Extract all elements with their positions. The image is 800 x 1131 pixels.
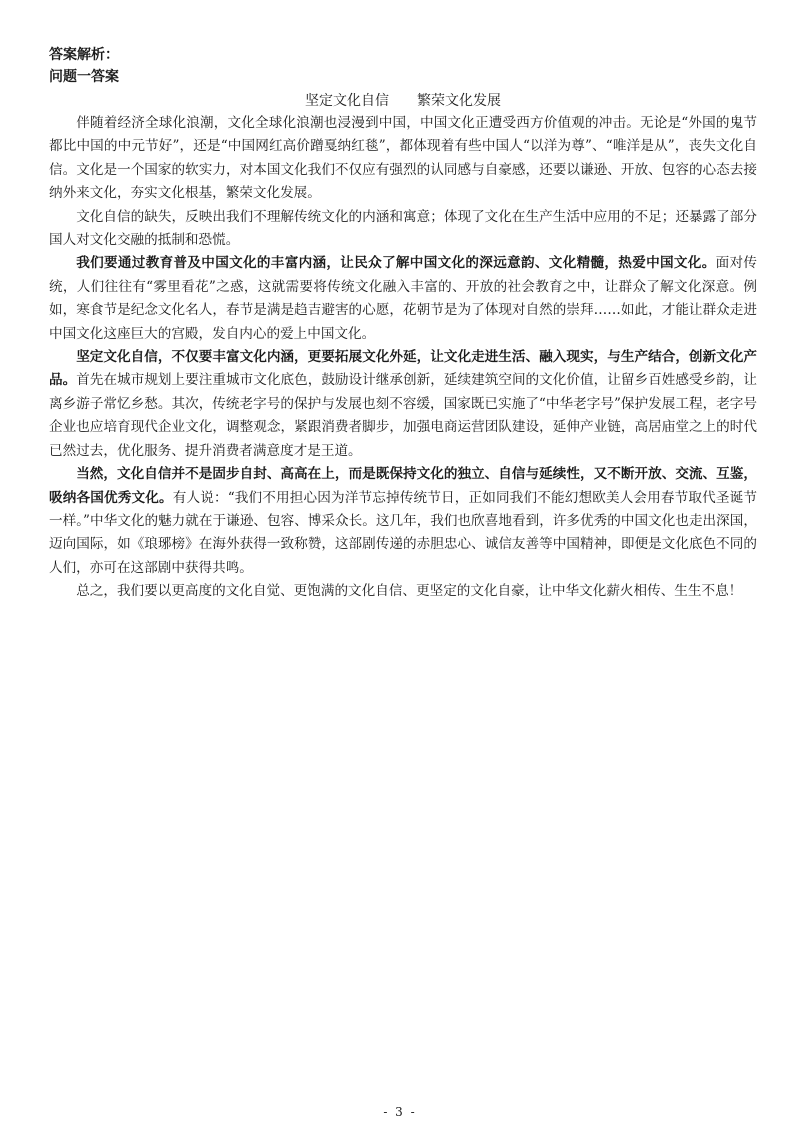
paragraph-text: 面对传统，人们往往有“雾里看花”之惑，这就需要将传统文化融入丰富的、开放的社会教育之中，让群众了解文化深意。例如，寒食节是纪念文化名人，春节是满是趋吉避害的心愿，花朝节是为了体现对自然的崇拜……如此，才能让群众走进中国文化这座巨大的宫殿，发自内心的爱上中国文化。 <box>49 255 758 342</box>
paragraph-2 <box>49 206 757 253</box>
essay-title-left: 坚定文化自信 <box>305 93 389 109</box>
paragraph-6 <box>49 580 757 603</box>
question-one-heading: 问题一答案 <box>49 69 119 85</box>
paragraph-text: 有人说：“我们不用担心因为洋节忘掉传统节日，正如同我们不能幻想欧美人会用春节取代圣诞节一样。”中华文化的魅力就在于谦逊、包容、博采众长。这几年，我们也欣喜地看到，许多优秀的中国文化也走出深国，迈向国际，如《琅琊榜》在海外获得一致称赞，这部剧传递的赤胆忠心、诚信友善等中国精神，即便是文化底色不同的人们，亦可在这部剧中获得共鸣。 <box>49 489 757 576</box>
paragraph-1 <box>49 112 757 206</box>
paragraph-3 <box>49 252 757 346</box>
paragraph-4 <box>49 346 757 463</box>
paragraph-text: 伴随着经济全球化浪潮，文化全球化浪潮也浸漫到中国，中国文化正遭受西方价值观的冲击。无论是“外国的鬼节都比中国的中元节好”，还是“中国网红高价蹭戛纳红毯”，都体现着有些中国人“以洋为尊”、“唯洋是从”，丧失文化自信。文化是一个国家的软实力，对本国文化我们不仅应有强烈的认同感与自豪感，还要以谦逊、开放、包容的心态去接纳外来文化，夯实文化根基，繁荣文化发展。 <box>49 115 757 202</box>
essay-title-right: 繁荣文化发展 <box>417 93 501 109</box>
paragraph-text: 首先在城市规划上要注重城市文化底色，鼓励设计继承创新，延续建筑空间的文化价值，让留乡百姓感受乡韵，让离乡游子常忆乡愁。其次，传统老字号的保护与发展也刻不容缓，国家既已实施了“中华老字号”保护发展工程，老字号企业也应培育现代企业文化，调整观念，紧跟消费者脚步，加强电商运营团队建设，延伸产业链，高居庙堂之上的时代已然过去，优化服务、提升消费者满意度才是王道。 <box>49 372 757 459</box>
page-number: - 3 - <box>383 1105 417 1119</box>
paragraph-5 <box>49 463 757 580</box>
paragraph-lead: 坚定文化自信，不仅要丰富文化内涵，更要拓展文化外延，让文化走进生活、融入现实，与生产结合，创新文化产品。 <box>49 349 757 389</box>
paragraph-lead: 我们要通过教育普及中国文化的丰富内涵，让民众了解中国文化的深远意韵、文化精髓，热爱中国文化。 <box>76 255 716 272</box>
paragraph-lead: 当然，文化自信并不是固步自封、高高在上，而是既保持文化的独立、自信与延续性，又不断开放、交流、互鉴，吸纳各国优秀文化。 <box>49 466 757 506</box>
essay-title <box>49 90 757 112</box>
answer-analysis-heading: 答案解析： <box>49 47 119 63</box>
paragraph-text: 文化自信的缺失，反映出我们不理解传统文化的内涵和寓意；体现了文化在生产生活中应用的不足；还暴露了部分国人对文化交融的抵制和恐慌。 <box>49 208 757 249</box>
page-content <box>49 44 757 604</box>
paragraph-text: 总之，我们要以更高度的文化自觉、更饱满的文化自信、更坚定的文化自豪，让中华文化薪火相传、生生不息！ <box>76 583 743 600</box>
